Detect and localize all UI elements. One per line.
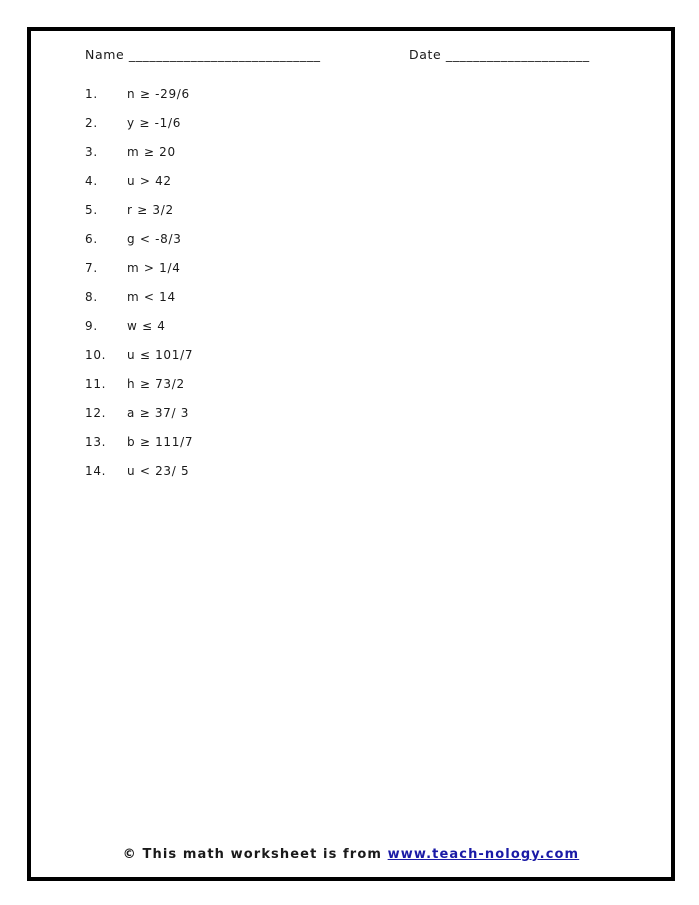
problem-expression: b ≥ 111/7 bbox=[127, 435, 194, 449]
problem-number: 2. bbox=[85, 116, 98, 130]
problem-expression: u < 23/ 5 bbox=[127, 464, 190, 478]
problem-expression: u ≤ 101/7 bbox=[127, 348, 194, 362]
problem-number: 1. bbox=[85, 87, 98, 101]
problem-number: 3. bbox=[85, 145, 98, 159]
problem-number: 12. bbox=[85, 406, 107, 420]
footer-credit bbox=[31, 847, 671, 862]
problem-number: 7. bbox=[85, 261, 98, 275]
problem-number: 13. bbox=[85, 435, 107, 449]
worksheet-border bbox=[27, 27, 675, 881]
problem-number: 10. bbox=[85, 348, 107, 362]
date-field-label: Date _____________________ bbox=[409, 47, 590, 62]
worksheet-page bbox=[31, 31, 671, 877]
problem-expression: m < 14 bbox=[127, 290, 176, 304]
problem-number: 14. bbox=[85, 464, 107, 478]
problem-expression: m > 1/4 bbox=[127, 261, 181, 275]
footer-text: © This math worksheet is from bbox=[122, 847, 388, 862]
problem-number: 8. bbox=[85, 290, 98, 304]
problem-number: 11. bbox=[85, 377, 107, 391]
problem-expression: u > 42 bbox=[127, 174, 172, 188]
problem-expression: h ≥ 73/2 bbox=[127, 377, 185, 391]
problem-expression: y ≥ -1/6 bbox=[127, 116, 182, 130]
problem-number: 9. bbox=[85, 319, 98, 333]
problem-expression: n ≥ -29/6 bbox=[127, 87, 190, 101]
footer-link[interactable]: www.teach-nology.com bbox=[387, 847, 580, 862]
problem-number: 5. bbox=[85, 203, 98, 217]
problem-expression: a ≥ 37/ 3 bbox=[127, 406, 190, 420]
problem-expression: m ≥ 20 bbox=[127, 145, 176, 159]
problem-expression: w ≤ 4 bbox=[127, 319, 166, 333]
name-field-label: Name ____________________________ bbox=[85, 47, 321, 62]
problem-number: 4. bbox=[85, 174, 98, 188]
problem-expression: g < -8/3 bbox=[127, 232, 182, 246]
problem-expression: r ≥ 3/2 bbox=[127, 203, 174, 217]
problem-number: 6. bbox=[85, 232, 98, 246]
